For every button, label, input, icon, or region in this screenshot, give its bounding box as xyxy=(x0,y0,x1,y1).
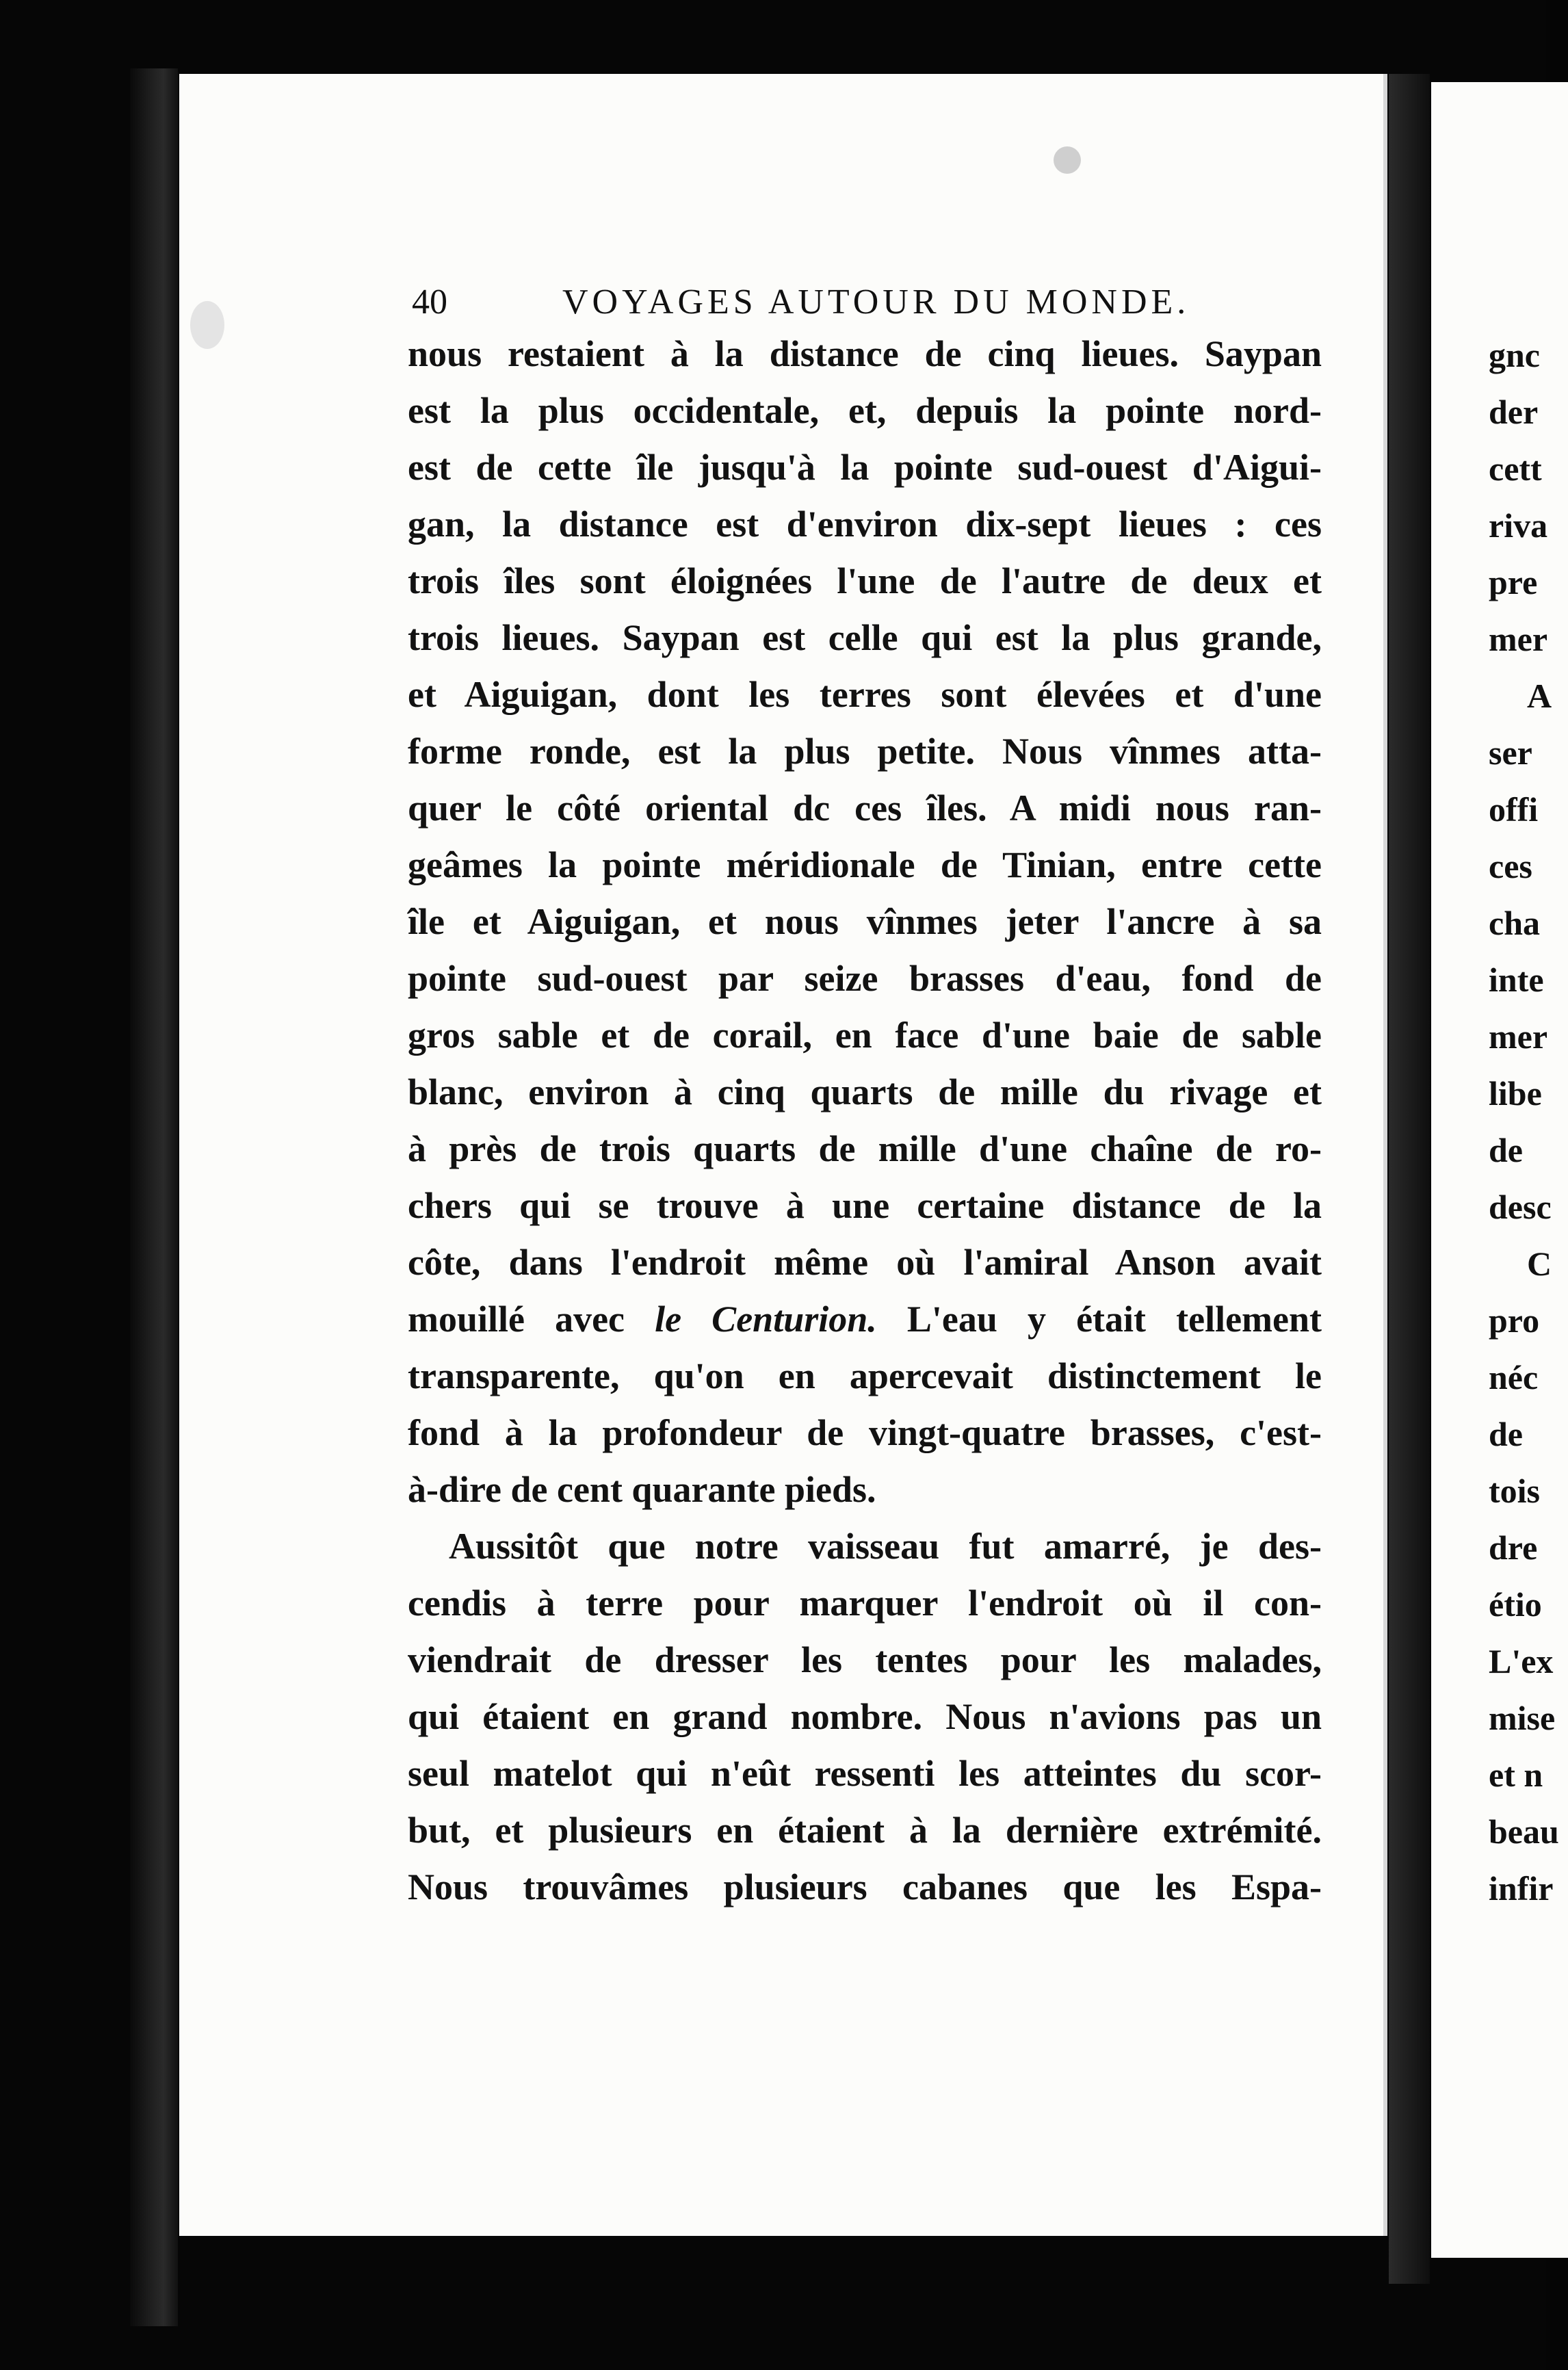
text-line: est de cette île jusqu'à la pointe sud-ouest d'Aigui- xyxy=(408,447,1322,488)
text-line: Nous trouvâmes plusieurs cabanes que les Espa- xyxy=(408,1866,1322,1907)
book-binding-edge xyxy=(130,68,178,2326)
text-line-mixed xyxy=(408,1301,1322,1338)
text-line: nous restaient à la distance de cinq lieues. Saypan xyxy=(408,333,1322,374)
page-number: 40 xyxy=(412,283,447,322)
right-page-text-fragment: tois xyxy=(1489,1472,1540,1510)
text-line: fond à la profondeur de vingt-quatre brasses, c'est- xyxy=(408,1412,1322,1453)
right-page-text-fragment: ces xyxy=(1489,847,1532,885)
text-line: à près de trois quarts de mille d'une chaîne de ro- xyxy=(408,1128,1322,1169)
text-line: trois îles sont éloignées l'une de l'autre de deux et xyxy=(408,560,1322,601)
right-page-text-fragment: cha xyxy=(1489,904,1540,942)
paper-stain xyxy=(1054,146,1081,174)
text-line: viendrait de dresser les tentes pour les malades, xyxy=(408,1639,1322,1680)
right-page-text-fragment: mer xyxy=(1489,1017,1548,1056)
text-segment: L'eau y était tellement xyxy=(906,1299,1322,1340)
right-page-text-fragment: ser xyxy=(1489,733,1532,772)
text-line: île et Aiguigan, et nous vînmes jeter l'ancre à sa xyxy=(408,901,1322,942)
right-page-text-fragment: L'ex xyxy=(1489,1642,1554,1680)
text-line: trois lieues. Saypan est celle qui est la plus grande, xyxy=(408,617,1322,658)
text-line: but, et plusieurs en étaient à la dernière extrémité. xyxy=(408,1810,1322,1851)
page-gutter xyxy=(1389,74,1430,2284)
right-page-text-fragment: libe xyxy=(1489,1074,1542,1112)
right-page-text-fragment: cett xyxy=(1489,450,1542,488)
paper-stain xyxy=(190,301,224,349)
text-line: à-dire de cent quarante pieds. xyxy=(408,1469,876,1510)
text-line: cendis à terre pour marquer l'endroit où il con- xyxy=(408,1583,1322,1624)
right-page-text-fragment: mise xyxy=(1489,1699,1556,1737)
right-page-text-fragment: pre xyxy=(1489,563,1538,601)
right-page-text-fragment: pro xyxy=(1489,1301,1540,1340)
right-page-text-fragment: étio xyxy=(1489,1585,1542,1624)
right-page-text-fragment: der xyxy=(1489,393,1539,431)
text-line: gros sable et de corail, en face d'une baie de sable xyxy=(408,1015,1322,1056)
text-line: gan, la distance est d'environ dix-sept lieues : ces xyxy=(408,504,1322,545)
right-page-text-fragment: offi xyxy=(1489,790,1539,829)
text-line: blanc, environ à cinq quarts de mille du rivage et xyxy=(408,1071,1322,1112)
text-line: pointe sud-ouest par seize brasses d'eau, fond de xyxy=(408,958,1322,999)
right-page-text-fragment: néc xyxy=(1489,1358,1539,1396)
right-page-fragment xyxy=(1431,82,1568,2258)
text-line: et Aiguigan, dont les terres sont élevées et d'une xyxy=(408,674,1322,715)
right-page-text-fragment: riva xyxy=(1489,506,1548,545)
italic-ship-name: le Centurion. xyxy=(655,1299,877,1340)
text-line: qui étaient en grand nombre. Nous n'avions pas un xyxy=(408,1696,1322,1737)
right-page-text-fragment: et n xyxy=(1489,1756,1543,1794)
text-line: geâmes la pointe méridionale de Tinian, entre cette xyxy=(408,844,1322,885)
right-page-text-fragment: desc xyxy=(1489,1188,1552,1226)
right-page-text-fragment: infir xyxy=(1489,1869,1554,1907)
text-segment: mouillé avec xyxy=(408,1299,625,1340)
text-line: chers qui se trouve à une certaine distance de la xyxy=(408,1185,1322,1226)
right-page-text-fragment: inte xyxy=(1489,961,1544,999)
right-page-text-fragment: de xyxy=(1489,1131,1523,1169)
running-title: VOYAGES AUTOUR DU MONDE. xyxy=(562,283,1190,322)
text-line: quer le côté oriental dc ces îles. A midi nous ran- xyxy=(408,787,1322,829)
right-page-text-fragment: mer xyxy=(1489,620,1548,658)
right-page-text-fragment: gnc xyxy=(1489,336,1540,374)
text-line-paragraph-start: Aussitôt que notre vaisseau fut amarré, je des- xyxy=(449,1526,1322,1567)
text-line: transparente, qu'on en apercevait distinctement le xyxy=(408,1355,1322,1396)
text-line: est la plus occidentale, et, depuis la pointe nord- xyxy=(408,390,1322,431)
right-page-text-fragment: A xyxy=(1527,677,1552,715)
right-page-text-fragment: dre xyxy=(1489,1528,1538,1567)
right-page-text-fragment: C xyxy=(1527,1245,1552,1283)
text-line: seul matelot qui n'eût ressenti les atteintes du scor- xyxy=(408,1753,1322,1794)
text-line: forme ronde, est la plus petite. Nous vînmes atta- xyxy=(408,731,1322,772)
text-line: côte, dans l'endroit même où l'amiral Anson avait xyxy=(408,1242,1322,1283)
right-page-text-fragment: de xyxy=(1489,1415,1523,1453)
right-page-text-fragment: beau xyxy=(1489,1812,1559,1851)
